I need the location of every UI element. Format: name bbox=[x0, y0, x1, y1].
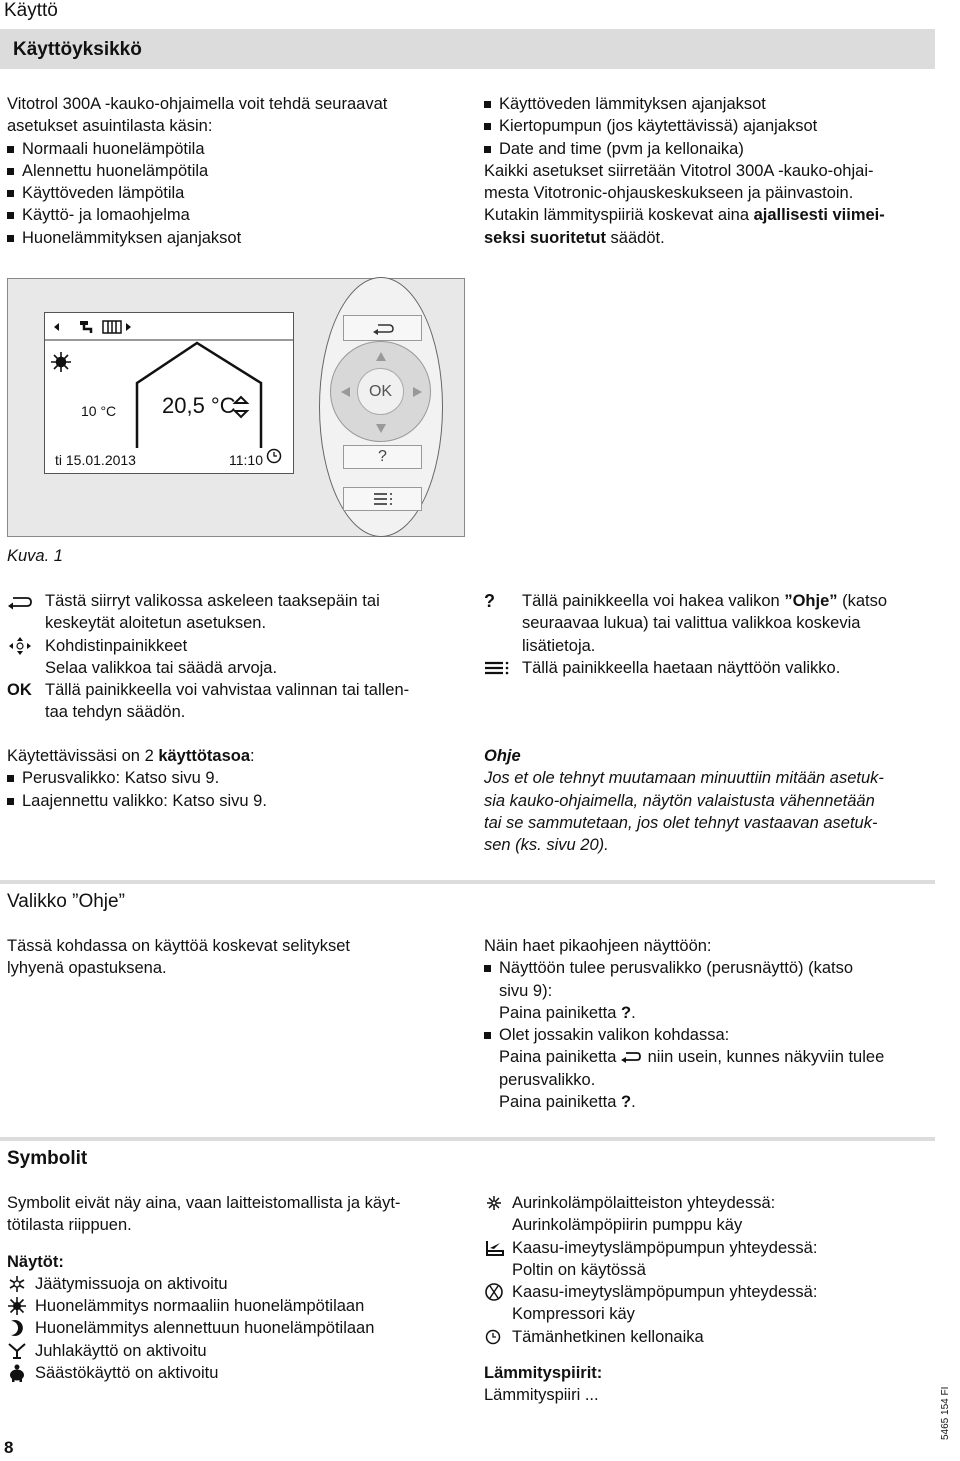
list-item: Käyttö- ja lomaohjelma bbox=[7, 204, 457, 226]
step-text: Olet jossakin valikon kohdassa: bbox=[499, 1026, 730, 1045]
step-text: sivu 9): bbox=[499, 981, 553, 1000]
levels-list bbox=[7, 767, 467, 812]
note-line: Jos et ole tehnyt muutamaan minuuttiin mitään asetuk- bbox=[484, 769, 884, 788]
menu-icon bbox=[484, 658, 512, 678]
intro-line: asetukset asuintilasta käsin: bbox=[7, 117, 213, 136]
legend-back bbox=[7, 590, 467, 635]
step-text bbox=[499, 1091, 939, 1113]
display-symbol-row bbox=[7, 1273, 467, 1295]
symbol-text: Tämänhetkinen kellonaika bbox=[512, 1327, 704, 1346]
list-item: Normaali huonelämpötila bbox=[7, 138, 457, 160]
back-icon bbox=[621, 1049, 643, 1063]
note-line: tai se sammutetaan, jos olet tehnyt vastaavan asetuk- bbox=[484, 813, 878, 832]
page-header: Käyttö bbox=[4, 0, 58, 21]
paragraph-line bbox=[484, 227, 939, 249]
paragraph-line: Näin haet pikaohjeen näyttöön: bbox=[484, 937, 712, 955]
legend-text: Tästä siirryt valikossa askeleen taaksepäin tai bbox=[45, 592, 380, 610]
levels-intro bbox=[7, 745, 467, 767]
help-button[interactable] bbox=[343, 445, 422, 469]
step-text bbox=[499, 1046, 939, 1068]
list-item bbox=[484, 1024, 939, 1113]
clock-icon bbox=[484, 1327, 504, 1347]
menu-icon bbox=[344, 488, 421, 510]
room-temperature: 20,5 °C bbox=[162, 393, 236, 418]
symbol-text: Poltin on käytössä bbox=[512, 1260, 646, 1279]
section-title-bar bbox=[0, 29, 935, 69]
device-display bbox=[44, 312, 294, 474]
moon-icon bbox=[7, 1318, 27, 1338]
section-title: Käyttöyksikkö bbox=[13, 39, 142, 60]
text: . bbox=[631, 1003, 636, 1022]
legend-menu bbox=[484, 657, 939, 679]
device-symbol-row bbox=[484, 1192, 939, 1237]
text: Kutakin lämmityspiiriä koskevat aina bbox=[484, 206, 754, 225]
step-text: Näyttöön tulee perusvalikko (perusnäyttö) (katso bbox=[499, 959, 854, 978]
device-symbol-row bbox=[484, 1326, 939, 1348]
text: Tällä painikkeella voi hakea valikon bbox=[522, 592, 785, 610]
paragraph-line: mesta Vitotronic-ohjauskeskukseen ja päinvastoin. bbox=[484, 184, 854, 203]
note-block bbox=[484, 745, 939, 856]
intro-right bbox=[484, 93, 939, 249]
text: säädöt. bbox=[605, 228, 665, 247]
menu-button[interactable] bbox=[343, 487, 422, 511]
back-icon bbox=[7, 591, 35, 611]
list-item: Käyttöveden lämmityksen ajanjaksot bbox=[484, 93, 939, 115]
list-item: Kiertopumpun (jos käytettävissä) ajanjaksot bbox=[484, 115, 939, 137]
bold-text: seksi suoritetut bbox=[484, 228, 606, 247]
legend-text: taa tehdyn säädön. bbox=[45, 703, 186, 722]
party-glass-icon bbox=[7, 1341, 27, 1361]
paragraph-line: Symbolit eivät näy aina, vaan laitteistomallista ja käyt- bbox=[7, 1194, 401, 1212]
text: : bbox=[250, 747, 255, 765]
legend-text: Tällä painikkeella haetaan näyttöön valikko. bbox=[522, 658, 841, 677]
legend-cursor bbox=[7, 635, 467, 680]
bold-text: ajallisesti viimei- bbox=[753, 206, 885, 225]
legend-help bbox=[484, 590, 939, 657]
text: Paina painiketta bbox=[499, 1048, 617, 1067]
step-text: perusvalikko. bbox=[499, 1070, 596, 1089]
legend-text: Selaa valikkoa tai säädä arvoja. bbox=[45, 658, 278, 677]
sun-icon bbox=[51, 352, 71, 372]
symbol-text: Aurinkolämpöpiirin pumppu käy bbox=[512, 1216, 743, 1235]
clock-icon bbox=[268, 450, 281, 463]
subheading: Lämmityspiirit: bbox=[484, 1364, 603, 1383]
cursor-keys-icon bbox=[7, 636, 35, 656]
symbol-text: Jäätymissuoja on aktivoitu bbox=[35, 1274, 228, 1293]
document-code: 5465 154 FI bbox=[940, 1386, 951, 1440]
display-time: 11:10 bbox=[229, 452, 263, 468]
intro-line: Vitotrol 300A -kauko-ohjaimella voit tehdä seuraavat bbox=[7, 95, 388, 113]
section-title: Valikko ”Ohje” bbox=[7, 891, 125, 912]
paragraph-line bbox=[484, 204, 939, 226]
settings-list bbox=[7, 138, 457, 249]
help-symbol: ? bbox=[621, 1003, 632, 1022]
step-text bbox=[499, 1002, 939, 1024]
intro-left bbox=[7, 93, 457, 249]
device-symbol-row bbox=[484, 1237, 939, 1282]
list-item: Date and time (pvm ja kellonaika) bbox=[484, 138, 939, 160]
paragraph-line: Lämmityspiiri ... bbox=[484, 1386, 599, 1405]
compressor-icon bbox=[484, 1282, 504, 1302]
piggy-bank-icon bbox=[7, 1363, 27, 1383]
levels-block bbox=[7, 745, 467, 812]
legend-text: Kohdistinpainikkeet bbox=[45, 636, 188, 655]
legend-text: lisätietoja. bbox=[522, 636, 596, 655]
list-item: Huonelämmityksen ajanjaksot bbox=[7, 227, 457, 249]
symbol-text: Juhlakäyttö on aktivoitu bbox=[35, 1341, 207, 1360]
ok-button[interactable] bbox=[357, 368, 404, 415]
display-date: ti 15.01.2013 bbox=[55, 452, 136, 468]
legend-right bbox=[484, 590, 939, 679]
ok-button-label: OK bbox=[368, 383, 393, 400]
list-item: Käyttöveden lämpötila bbox=[7, 182, 457, 204]
back-button[interactable] bbox=[343, 315, 422, 341]
list-item: Alennettu huonelämpötila bbox=[7, 160, 457, 182]
legend-text: Tällä painikkeella voi vahvistaa valinnan tai tallen- bbox=[45, 681, 410, 700]
outside-temperature: 10 °C bbox=[81, 403, 117, 419]
note-title: Ohje bbox=[484, 747, 521, 765]
bold-text: ”Ohje” bbox=[784, 592, 838, 610]
help-menu-left bbox=[7, 935, 467, 980]
symbol-text: Kompressori käy bbox=[512, 1305, 635, 1324]
symbol-text: Aurinkolämpölaitteiston yhteydessä: bbox=[512, 1194, 776, 1212]
legend-text: seuraavaa lukua) tai valittua valikkoa koskevia bbox=[522, 614, 861, 633]
paragraph-line: tötilasta riippuen. bbox=[7, 1216, 132, 1235]
device-illustration bbox=[7, 278, 465, 537]
help-menu-right bbox=[484, 935, 939, 1113]
text: Käytettävissäsi on 2 bbox=[7, 747, 159, 765]
paragraph-line: Kaikki asetukset siirretään Vitotrol 300A -kauko-ohjai- bbox=[484, 161, 874, 180]
burner-icon bbox=[484, 1238, 506, 1258]
settings-list-2 bbox=[484, 93, 939, 160]
list-item bbox=[484, 957, 939, 1024]
tap-icon bbox=[80, 321, 91, 333]
text: niin usein, kunnes näkyviin tulee bbox=[647, 1048, 885, 1067]
text: (katso bbox=[837, 592, 888, 610]
display-symbol-row bbox=[7, 1295, 467, 1317]
figure-caption: Kuva. 1 bbox=[7, 547, 63, 565]
display-symbol-row bbox=[7, 1317, 467, 1339]
symbols-left bbox=[7, 1192, 467, 1384]
paragraph-line: Tässä kohdassa on käyttöä koskevat selitykset bbox=[7, 937, 351, 955]
paragraph-line: lyhyenä opastuksena. bbox=[7, 959, 167, 978]
section-title: Symbolit bbox=[7, 1148, 88, 1169]
symbol-text: Kaasu-imeytyslämpöpumpun yhteydessä: bbox=[512, 1283, 818, 1302]
symbol-text: Huonelämmitys alennettuun huonelämpötilaan bbox=[35, 1319, 375, 1338]
help-symbol: ? bbox=[621, 1093, 632, 1112]
legend-text bbox=[522, 590, 939, 612]
help-button-label: ? bbox=[378, 448, 387, 465]
ok-symbol: OK bbox=[7, 681, 32, 700]
display-symbol-row bbox=[7, 1340, 467, 1362]
solar-icon bbox=[484, 1193, 504, 1213]
text: Paina painiketta bbox=[499, 1093, 617, 1112]
device-symbol-row bbox=[484, 1281, 939, 1326]
legend-left bbox=[7, 590, 467, 724]
symbol-text: Säästökäyttö on aktivoitu bbox=[35, 1364, 219, 1383]
cursor-pad[interactable] bbox=[330, 341, 431, 442]
page-number: 8 bbox=[4, 1438, 14, 1457]
note-line: sen (ks. sivu 20). bbox=[484, 836, 609, 855]
section-rule bbox=[0, 880, 935, 884]
list-item: Laajennettu valikko: Katso sivu 9. bbox=[7, 790, 467, 812]
legend-text: keskeytät aloitetun asetuksen. bbox=[45, 614, 267, 633]
sun-icon bbox=[7, 1296, 27, 1316]
list-item: Perusvalikko: Katso sivu 9. bbox=[7, 767, 467, 789]
subheading: Näytöt: bbox=[7, 1252, 64, 1271]
symbols-right bbox=[484, 1192, 939, 1407]
frost-icon bbox=[7, 1274, 27, 1294]
note-line: sia kauko-ohjaimella, näytön valaistusta vähennetään bbox=[484, 791, 875, 810]
display-symbol-row bbox=[7, 1362, 467, 1384]
help-symbol: ? bbox=[484, 591, 495, 611]
bold-text: käyttötasoa bbox=[158, 747, 251, 765]
section-rule bbox=[0, 1137, 935, 1141]
back-icon bbox=[344, 316, 421, 340]
legend-ok bbox=[7, 679, 467, 724]
text: Paina painiketta bbox=[499, 1003, 617, 1022]
symbol-text: Huonelämmitys normaaliin huonelämpötilaan bbox=[35, 1297, 365, 1316]
radiator-icon bbox=[103, 321, 121, 333]
help-steps bbox=[484, 957, 939, 1113]
symbol-text: Kaasu-imeytyslämpöpumpun yhteydessä: bbox=[512, 1238, 818, 1257]
text: . bbox=[631, 1093, 636, 1112]
